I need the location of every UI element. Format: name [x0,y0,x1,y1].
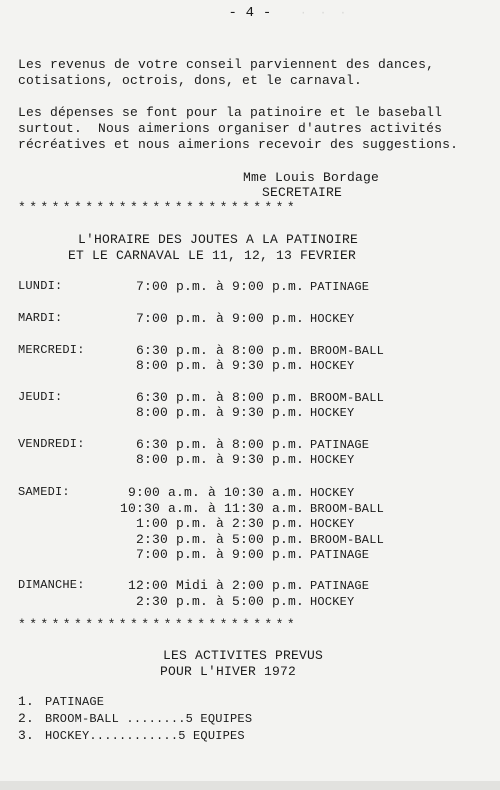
winter-item-number: 2. [18,711,35,726]
schedule-activity: PATINAGE [310,579,370,593]
schedule-time: 2:30 p.m. à 5:00 p.m. [135,594,304,609]
page-bottom-edge [0,781,500,790]
separator-stars: ************************* [18,617,299,632]
intro-line: Les revenus de votre conseil parviennent des dances, [18,57,435,72]
intro-line: cotisations, octrois, dons, et le carnaval. [18,73,363,88]
schedule-activity: BROOM-BALL [310,502,385,516]
schedule-time: 2:30 p.m. à 5:00 p.m. [135,532,304,547]
schedule-activity: HOCKEY [310,595,355,609]
intro-line: surtout. Nous aimerions organiser d'autres activités [18,121,443,136]
schedule-time: 7:00 p.m. à 9:00 p.m. [135,311,304,326]
signature-name: Mme Louis Bordage [243,170,380,185]
schedule-activity: BROOM-BALL [310,344,385,358]
schedule-activity: HOCKEY [310,406,355,420]
bleed-through-text: · · · [300,8,347,20]
schedule-activity: PATINAGE [310,438,370,452]
schedule-subtitle: ET LE CARNAVAL LE 11, 12, 13 FEVRIER [68,248,357,263]
schedule-time: 8:00 p.m. à 9:30 p.m. [135,358,304,373]
schedule-title: L'HORAIRE DES JOUTES A LA PATINOIRE [78,232,359,247]
winter-item-text: BROOM-BALL ........5 EQUIPES [45,712,253,726]
schedule-activity: HOCKEY [310,486,355,500]
intro-line: Les dépenses se font pour la patinoire et le baseball [18,105,443,120]
schedule-activity: PATINAGE [310,280,370,294]
intro-line: récréatives et nous aimerions recevoir des suggestions. [18,137,459,152]
schedule-time: 7:00 p.m. à 9:00 p.m. [135,547,304,562]
winter-title: LES ACTIVITES PREVUS [163,648,324,663]
schedule-time: 7:00 p.m. à 9:00 p.m. [135,279,304,294]
schedule-time: 8:00 p.m. à 9:30 p.m. [135,405,304,420]
schedule-activity: HOCKEY [310,453,355,467]
schedule-day: MARDI: [18,311,63,325]
schedule-time: 8:00 p.m. à 9:30 p.m. [135,452,304,467]
winter-item-number: 3. [18,728,35,743]
schedule-activity: PATINAGE [310,548,370,562]
schedule-day: MERCREDI: [18,343,85,357]
winter-item-text: HOCKEY............5 EQUIPES [45,729,245,743]
schedule-time: 6:30 p.m. à 8:00 p.m. [135,437,304,452]
schedule-day: VENDREDI: [18,437,85,451]
winter-subtitle: POUR L'HIVER 1972 [160,664,297,679]
schedule-activity: HOCKEY [310,359,355,373]
schedule-activity: BROOM-BALL [310,533,385,547]
schedule-activity: BROOM-BALL [310,391,385,405]
schedule-day: LUNDI: [18,279,63,293]
schedule-time: 12:00 Midi à 2:00 p.m. [127,578,304,593]
schedule-activity: HOCKEY [310,517,355,531]
page-number: - 4 - [228,5,272,21]
schedule-activity: HOCKEY [310,312,355,326]
schedule-time: 6:30 p.m. à 8:00 p.m. [135,390,304,405]
schedule-time: 10:30 a.m. à 11:30 a.m. [119,501,304,516]
schedule-day: SAMEDI: [18,485,70,499]
signature-title: SECRETAIRE [262,185,343,200]
schedule-day: DIMANCHE: [18,578,85,592]
schedule-time: 1:00 p.m. à 2:30 p.m. [135,516,304,531]
separator-stars: ************************* [18,200,299,215]
winter-item-number: 1. [18,694,35,709]
schedule-day: JEUDI: [18,390,63,404]
schedule-time: 6:30 p.m. à 8:00 p.m. [135,343,304,358]
winter-item-text: PATINAGE [45,695,105,709]
schedule-time: 9:00 a.m. à 10:30 a.m. [127,485,304,500]
